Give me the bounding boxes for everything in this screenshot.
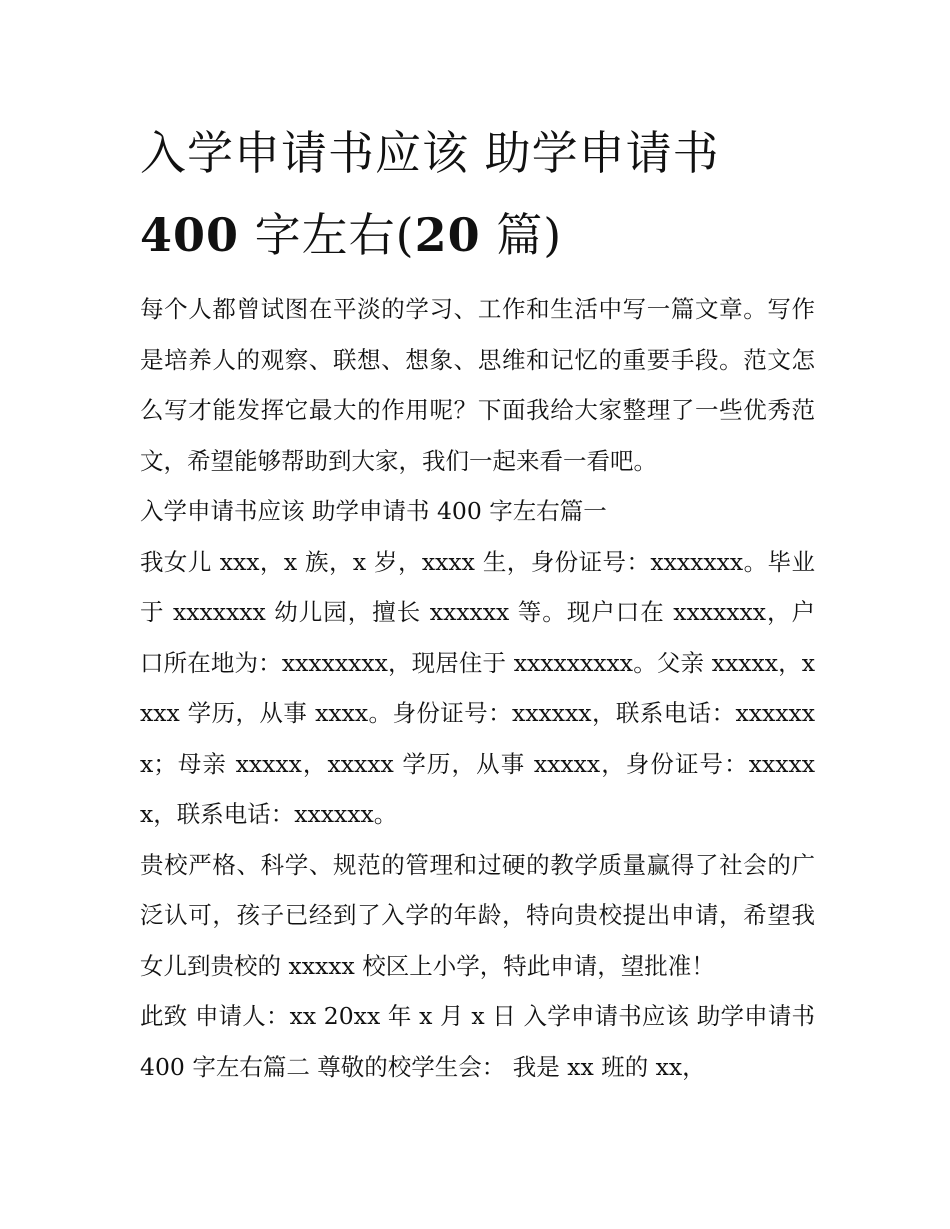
closing-paragraph: 此致 申请人：xx 20xx 年 x 月 x 日 入学申请书应该 助学申请书 400 字左右篇二 尊敬的校学生会： 我是 xx 班的 xx， [140, 1002, 815, 1081]
document-page [140, 112, 815, 1092]
applicant-info-paragraph: 我女儿 xxx，x 族，x 岁，xxxx 生，身份证号：xxxxxxx。毕业于 xxxxxxx 幼儿园，擅长 xxxxxx 等。现户口在 xxxxxxx，户口所在地为：xxxxxxxx，现居住于 xxxxxxxxx。父亲 xxxxx，xxxx 学历，从事 xxxx。身份证号：xxxxxx，联系电话：xxxxxxx；母亲 xxxxx，xxxxx 学历，从事 xxxxx，身份证号：xxxxxx，联系电话：xxxxxx。 [140, 547, 815, 828]
document-title [140, 112, 815, 276]
title-article-count: 篇) [480, 208, 563, 262]
document-body [140, 284, 815, 1092]
title-line-1: 入学申请书应该 助学申请书 [140, 126, 720, 180]
section-heading-1: 入学申请书应该 助学申请书 400 字左右篇一 [140, 497, 607, 525]
title-number-400: 400 [140, 208, 240, 262]
intro-paragraph: 每个人都曾试图在平淡的学习、工作和生活中写一篇文章。写作是培养人的观察、联想、想象、思维和记忆的重要手段。范文怎么写才能发挥它最大的作用呢？下面我给大家整理了一些优秀范文，希望能够帮助到大家，我们一起来看一看吧。 [140, 295, 815, 475]
title-word-count: 字左右( [239, 208, 415, 262]
request-paragraph: 贵校严格、科学、规范的管理和过硬的教学质量赢得了社会的广泛认可，孩子已经到了入学的年龄，特向贵校提出申请，希望我女儿到贵校的 xxxxx 校区上小学，特此申请，望批准！ [140, 850, 815, 980]
title-number-20: 20 [414, 208, 481, 262]
